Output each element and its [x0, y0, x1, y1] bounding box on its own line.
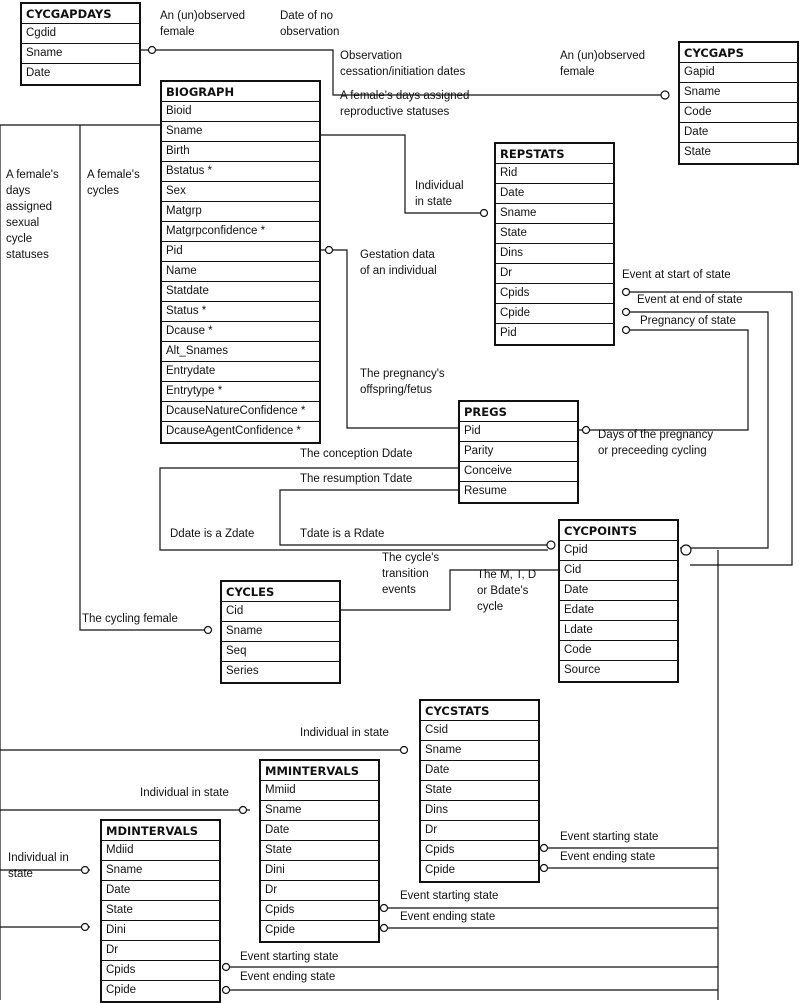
field-matgrpconfidence: Matgrpconfidence * [162, 222, 319, 242]
entity-title: MDINTERVALS [102, 821, 219, 841]
label-individual-in-state-2: Individual in state [300, 727, 389, 739]
label-unobserved-female-2: An (un)observed female [560, 50, 646, 78]
entity-cycgaps [678, 41, 799, 165]
label-event-starting-state-1: Event starting state [560, 831, 659, 843]
field-dini: Dini [261, 861, 378, 881]
field-dr: Dr [421, 821, 538, 841]
label-females-cycles: A female's cycles [87, 169, 140, 197]
label-resumption-date: The resumption Tdate [300, 473, 413, 485]
field-dr: Dr [102, 941, 219, 961]
label-days-assigned-repro: A female's days assigned reproductive statuses [340, 90, 470, 118]
entity-title: CYCPOINTS [560, 521, 677, 541]
field-gapid: Gapid [680, 63, 797, 83]
label-individual-in-state-1: Individual in state [415, 180, 464, 208]
field-sname: Sname [421, 741, 538, 761]
field-bioid: Bioid [162, 102, 319, 122]
field-parity: Parity [460, 442, 577, 462]
field-date: Date [680, 123, 797, 143]
entity-cycpoints [558, 519, 679, 683]
field-csid: Csid [421, 721, 538, 741]
field-cid: Cid [560, 561, 677, 581]
entity-mdintervals [100, 819, 221, 1003]
entity-title: PREGS [460, 402, 577, 422]
field-bstatus: Bstatus * [162, 162, 319, 182]
entity-title: MMINTERVALS [261, 761, 378, 781]
label-event-end-state-1: Event at end of state [637, 294, 743, 306]
field-pid: Pid [500, 327, 517, 339]
field-sname: Sname [680, 83, 797, 103]
field-dcauseagentconfidence: DcauseAgentConfidence * [166, 425, 301, 437]
field-series: Series [226, 665, 259, 677]
label-event-start-state-1: Event at start of state [622, 269, 731, 281]
label-event-ending-state-3: Event ending state [240, 971, 336, 983]
field-mdiid: Mdiid [102, 841, 219, 861]
label-individual-in-state-3: Individual in state [140, 787, 229, 799]
field-pid: Pid [460, 422, 577, 442]
field-status: Status * [162, 302, 319, 322]
label-transition-events: The cycle's transition events [382, 552, 440, 596]
field-mmiid: Mmiid [261, 781, 378, 801]
entity-cycstats [419, 699, 540, 883]
field-date: Date [102, 881, 219, 901]
label-ddate-zdate: Ddate is a Zdate [170, 528, 255, 540]
field-date: Date [421, 761, 538, 781]
entity-cycgapdays [20, 2, 141, 86]
label-observation-cessation: Observation cessation/initiation dates [340, 50, 466, 78]
label-unobserved-female-1: An (un)observed female [160, 10, 246, 38]
field-conceive: Conceive [460, 462, 577, 482]
field-edate: Edate [560, 601, 677, 621]
label-days-of-pregnancy: Days of the pregnancy or preceeding cycling [598, 429, 714, 457]
field-birth: Birth [162, 142, 319, 162]
label-tdate-rdate: Tdate is a Rdate [300, 528, 385, 540]
field-source: Source [564, 664, 601, 676]
field-seq: Seq [222, 642, 339, 662]
field-cid: Cid [222, 602, 339, 622]
entity-cycles [220, 580, 341, 684]
entity-title: REPSTATS [496, 144, 613, 164]
label-date-no-observation: Date of no observation [280, 10, 340, 38]
label-individual-in-state-4: Individual in state [8, 852, 69, 880]
label-gestation-data: Gestation data of an individual [360, 249, 437, 277]
field-name: Name [162, 262, 319, 282]
field-state: State [684, 146, 711, 158]
field-dr: Dr [261, 881, 378, 901]
entity-title: CYCSTATS [421, 701, 538, 721]
entity-title: CYCLES [222, 582, 339, 602]
field-cpids: Cpids [421, 841, 538, 861]
field-cpide: Cpide [496, 304, 613, 324]
field-alt-snames: Alt_Snames [162, 342, 319, 362]
field-dcause: Dcause * [162, 322, 319, 342]
field-date: Date [496, 184, 613, 204]
label-conception-date: The conception Ddate [300, 448, 413, 460]
field-state: State [261, 841, 378, 861]
field-cpids: Cpids [496, 284, 613, 304]
field-entrytype: Entrytype * [162, 382, 319, 402]
field-rid: Rid [496, 164, 613, 184]
label-event-ending-state-2: Event ending state [400, 911, 496, 923]
field-statdate: Statdate [162, 282, 319, 302]
field-ldate: Ldate [560, 621, 677, 641]
entity-title: CYCGAPS [680, 43, 797, 63]
field-date: Date [261, 821, 378, 841]
label-event-ending-state-1: Event ending state [560, 851, 656, 863]
entity-biograph [160, 80, 321, 444]
field-dr: Dr [496, 264, 613, 284]
label-event-starting-state-2: Event starting state [400, 890, 499, 902]
field-dins: Dins [421, 801, 538, 821]
field-sname: Sname [162, 122, 319, 142]
field-sname: Sname [22, 44, 139, 64]
field-sex: Sex [162, 182, 319, 202]
entity-title: CYCGAPDAYS [22, 4, 139, 24]
field-state: State [421, 781, 538, 801]
field-cpid: Cpid [560, 541, 677, 561]
field-sname: Sname [261, 801, 378, 821]
field-cpids: Cpids [261, 901, 378, 921]
field-state: State [496, 224, 613, 244]
label-offspring-fetus: The pregnancy's offspring/fetus [360, 368, 445, 396]
field-cpids: Cpids [102, 961, 219, 981]
field-entrydate: Entrydate [162, 362, 319, 382]
field-date: Date [560, 581, 677, 601]
label-event-starting-state-3: Event starting state [240, 951, 339, 963]
label-days-assigned-sexual: A female's days assigned sexual cycle statuses [6, 169, 59, 261]
label-cycling-female: The cycling female [82, 613, 178, 625]
field-dini: Dini [102, 921, 219, 941]
field-resume: Resume [464, 485, 507, 497]
field-pid: Pid [162, 242, 319, 262]
field-sname: Sname [102, 861, 219, 881]
field-dcausenatureconfidence: DcauseNatureConfidence * [162, 402, 319, 422]
field-dins: Dins [496, 244, 613, 264]
field-cpide: Cpide [425, 864, 456, 876]
field-date: Date [26, 67, 51, 79]
entity-repstats [494, 142, 615, 346]
field-state: State [102, 901, 219, 921]
label-pregnancy-of-state: Pregnancy of state [640, 315, 736, 327]
field-code: Code [680, 103, 797, 123]
entity-pregs [458, 400, 579, 504]
entity-mmintervals [259, 759, 380, 943]
entity-title: BIOGRAPH [162, 82, 319, 102]
field-sname: Sname [222, 622, 339, 642]
field-sname: Sname [496, 204, 613, 224]
field-cpide: Cpide [106, 984, 137, 996]
field-cgdid: Cgdid [22, 24, 139, 44]
field-matgrp: Matgrp [162, 202, 319, 222]
label-mtd-bdates: The M, T, D or Bdate's cycle [477, 569, 537, 613]
field-cpide: Cpide [265, 924, 296, 936]
field-code: Code [560, 641, 677, 661]
